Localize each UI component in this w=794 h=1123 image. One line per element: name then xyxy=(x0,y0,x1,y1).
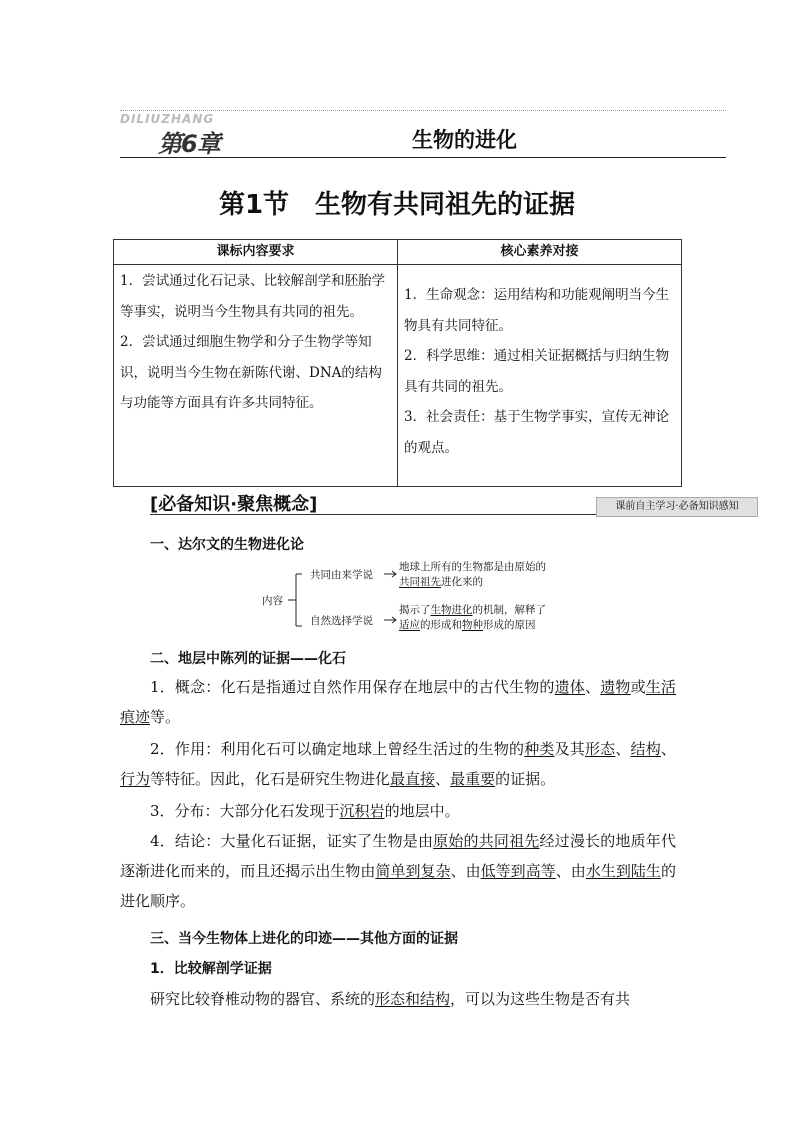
competency-item: 1．生命观念：运用结构和功能观阐明当今生物具有共同特征。 xyxy=(404,287,670,334)
diagram-branch-natural-selection: 自然选择学说 xyxy=(310,615,373,627)
diagram-desc-common-descent: 地球上所有的生物都是由原始的 共同祖先进化来的 xyxy=(399,561,546,588)
chapter-pinyin: DILIUZHANG xyxy=(120,112,215,126)
chapter-title: 生物的进化 xyxy=(412,128,517,152)
paragraph-comparative-anatomy: 研究比较脊椎动物的器官、系统的形态和结构，可以为这些生物是否有共 xyxy=(150,990,631,1008)
section-title: 第1节 生物有共同祖先的证据 xyxy=(218,190,576,220)
table-header-right: 核心素养对接 xyxy=(500,244,579,259)
diagram-root: 内容 xyxy=(262,595,283,607)
heading-comparative-anatomy: 1．比较解剖学证据 xyxy=(150,961,272,977)
theory-diagram xyxy=(258,562,578,640)
table-divider xyxy=(397,240,398,486)
header-rule xyxy=(120,157,726,158)
table-header-rule xyxy=(114,264,681,265)
competency-item: 3．社会责任：基于生物学事实，宣传无神论的观点。 xyxy=(404,409,670,456)
table-cell-right xyxy=(404,280,676,463)
standards-table xyxy=(113,239,682,487)
table-cell-left xyxy=(120,266,392,419)
section-tag: 课前自主学习·必备知识感知 xyxy=(596,497,758,517)
requirement-item: 1．尝试通过化石记录、比较解剖学和胚胎学等事实，说明当今生物具有共同的祖先。 xyxy=(120,273,386,320)
diagram-branch-common-descent: 共同由来学说 xyxy=(310,569,373,581)
chapter-badge: 第6章 xyxy=(158,130,220,158)
paragraph-fossil-conclusion: 4．结论：大量化石证据，证实了生物是由原始的共同祖先经过漫长的地质年代逐渐进化而来的，而且还揭示出生物由简单到复杂、由低等到高等、由水生到陆生的进化顺序。 xyxy=(120,832,676,910)
heading-darwin-theory: 一、达尔文的生物进化论 xyxy=(150,537,304,553)
paragraph-fossil-distribution: 3．分布：大部分化石发现于沉积岩的地层中。 xyxy=(150,802,460,820)
competency-item: 2．科学思维：通过相关证据概括与归纳生物具有共同的祖先。 xyxy=(404,348,670,395)
paragraph-fossil-concept: 1．概念：化石是指通过自然作用保存在地层中的古代生物的遗体、遗物或生活痕迹等。 xyxy=(120,678,676,726)
header-dotted-rule xyxy=(120,110,726,111)
heading-other-evidence: 三、当今生物体上进化的印迹——其他方面的证据 xyxy=(150,931,458,947)
knowledge-subheading: [必备知识·聚焦概念] xyxy=(150,494,318,515)
table-header-left: 课标内容要求 xyxy=(216,244,295,259)
paragraph-fossil-function: 2．作用：利用化石可以确定地球上曾经生活过的生物的种类及其形态、结构、行为等特征。因此，化石是研究生物进化最直接、最重要的证据。 xyxy=(120,740,676,788)
requirement-item: 2．尝试通过细胞生物学和分子生物学等知识，说明当今生物在新陈代谢、DNA的结构与功能等方面具有许多共同特征。 xyxy=(120,334,382,411)
diagram-desc-natural-selection: 揭示了生物进化的机制，解释了 适应的形成和物种形成的原因 xyxy=(399,604,546,631)
heading-fossil-evidence: 二、地层中陈列的证据——化石 xyxy=(150,651,346,667)
